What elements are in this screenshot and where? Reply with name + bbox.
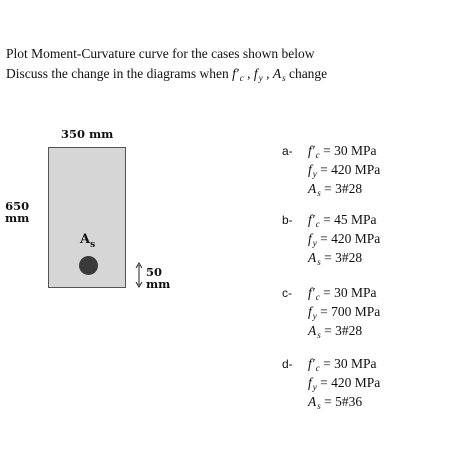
case-as-value: = 3#28	[324, 323, 363, 338]
case-fc-value: = 45 MPa	[323, 212, 377, 227]
case-a: a- $f'_c$ = 30 MPa $f_y$ = 420 MPa $A_s$ = 3#28	[282, 143, 381, 198]
case-fc-value: = 30 MPa	[323, 143, 377, 158]
steel-area-label: $A_s$	[80, 232, 96, 250]
case-fy-value: = 420 MPa	[320, 231, 381, 246]
question-line-1: Plot Moment-Curvature curve for the cases shown below	[6, 46, 315, 61]
case-letter: b-	[282, 213, 293, 227]
case-c: c- $f'_c$ = 30 MPa $f_y$ = 700 MPa $A_s$ = 3#28	[282, 285, 381, 340]
symbol-fc: $f'_c$	[232, 66, 244, 83]
case-letter: d-	[282, 357, 293, 371]
case-fy-value: = 420 MPa	[320, 162, 381, 177]
case-fy-value: = 700 MPa	[320, 304, 381, 319]
width-dimension-label: 350 mm	[61, 127, 114, 141]
case-d: d- $f'_c$ = 30 MPa $f_y$ = 420 MPa $A_s$ = 5#36	[282, 356, 381, 411]
case-letter: a-	[282, 144, 293, 158]
symbol-as: $A_s$	[272, 66, 286, 83]
case-fc-value: = 30 MPa	[323, 356, 377, 371]
question-line-2-prefix: Discuss the change in the diagrams when	[6, 66, 229, 81]
cover-dimension-arrow	[134, 262, 144, 288]
question-line-2-suffix: change	[288, 66, 328, 81]
symbol-fy: $f_y$	[253, 66, 263, 83]
case-fy-value: = 420 MPa	[320, 375, 381, 390]
cover-dimension-label: 50 mm	[146, 265, 171, 291]
case-as-value: = 3#28	[324, 181, 363, 196]
case-as-value: = 3#28	[324, 250, 363, 265]
case-letter: c-	[282, 286, 292, 300]
rebar-circle	[79, 256, 98, 275]
case-as-value: = 5#36	[324, 394, 363, 409]
case-b: b- $f'_c$ = 45 MPa $f_y$ = 420 MPa $A_s$ = 3#28	[282, 212, 381, 267]
question-line-2: Discuss the change in the diagrams when $f'_c$ , $f_y$ , $A_s$ change	[6, 66, 328, 83]
height-dimension-label: 650 mm	[5, 199, 30, 225]
case-fc-value: = 30 MPa	[323, 285, 377, 300]
